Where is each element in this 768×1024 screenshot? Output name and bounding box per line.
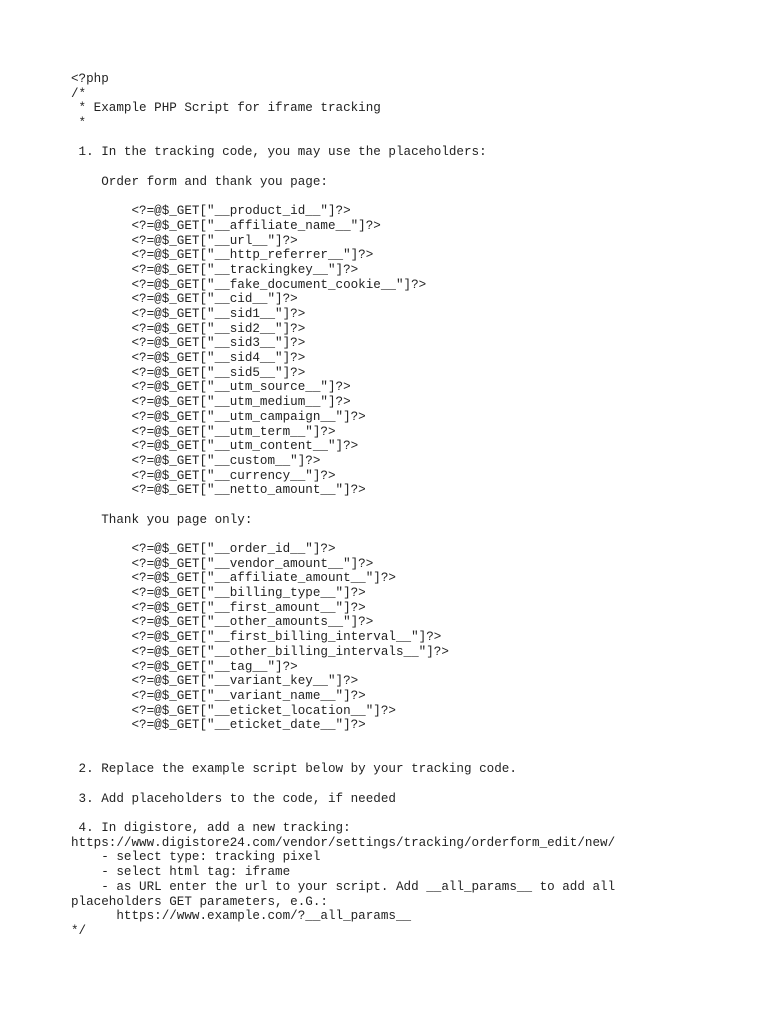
code-line: <?=@$_GET["__other_amounts__"]?> <box>71 615 374 630</box>
code-line: <?=@$_GET["__utm_content__"]?> <box>71 439 359 454</box>
code-line: <?=@$_GET["__variant_name__"]?> <box>71 688 366 703</box>
code-line: <?=@$_GET["__first_amount__"]?> <box>71 600 366 615</box>
code-line: <?=@$_GET["__other_billing_intervals__"]?> <box>71 644 449 659</box>
code-line: <?=@$_GET["__fake_document_cookie__"]?> <box>71 277 427 292</box>
code-line <box>71 190 761 205</box>
code-line <box>71 806 761 821</box>
code-line: <?=@$_GET["__order_id__"]?> <box>71 542 336 556</box>
code-line: <?=@$_GET["__sid4__"]?> <box>71 351 306 366</box>
code-line: <?=@$_GET["__eticket_location__"]?> <box>71 703 396 718</box>
code-line: 1. In the tracking code, you may use the placeholders: <box>71 145 487 160</box>
code-line: <?=@$_GET["__product_id__"]?> <box>71 204 351 219</box>
code-line: Thank you page only: <box>71 512 253 527</box>
code-line: <?=@$_GET["__netto_amount__"]?> <box>71 483 366 498</box>
code-line: <?=@$_GET["__affiliate_name__"]?> <box>71 218 381 233</box>
code-line: placeholders GET parameters, e.G.: <box>71 894 328 909</box>
code-line: <?=@$_GET["__eticket_date__"]?> <box>71 718 366 733</box>
code-line: <?=@$_GET["__vendor_amount__"]?> <box>71 556 374 571</box>
code-line <box>71 131 761 146</box>
code-line: 2. Replace the example script below by your tracking code. <box>71 762 517 777</box>
code-line: <?=@$_GET["__trackingkey__"]?> <box>71 262 359 277</box>
code-line <box>71 527 761 542</box>
code-line: <?=@$_GET["__sid3__"]?> <box>71 336 306 351</box>
code-line: <?=@$_GET["__utm_campaign__"]?> <box>71 409 366 424</box>
code-line: <?=@$_GET["__currency__"]?> <box>71 468 336 483</box>
code-line: <?=@$_GET["__utm_term__"]?> <box>71 424 336 439</box>
code-line: <?=@$_GET["__tag__"]?> <box>71 659 298 674</box>
code-line: <?=@$_GET["__sid5__"]?> <box>71 365 306 380</box>
code-line: <?php <box>71 72 109 86</box>
code-line: <?=@$_GET["__custom__"]?> <box>71 453 321 468</box>
code-line: Order form and thank you page: <box>71 174 328 189</box>
code-line: /* <box>71 86 87 101</box>
code-line <box>71 498 761 513</box>
code-line: <?=@$_GET["__utm_medium__"]?> <box>71 395 351 410</box>
code-line: <?=@$_GET["__url__"]?> <box>71 233 298 248</box>
code-line: * <box>71 116 87 131</box>
code-line <box>71 160 761 175</box>
code-line: 3. Add placeholders to the code, if needed <box>71 791 396 806</box>
code-line <box>71 777 761 792</box>
code-line: <?=@$_GET["__first_billing_interval__"]?> <box>71 630 442 645</box>
code-line: <?=@$_GET["__sid1__"]?> <box>71 307 306 321</box>
code-line: <?=@$_GET["__variant_key__"]?> <box>71 674 359 689</box>
code-line: <?=@$_GET["__utm_source__"]?> <box>71 380 351 395</box>
code-line: 4. In digistore, add a new tracking: <box>71 821 351 836</box>
code-line <box>71 748 761 763</box>
code-line: https://www.example.com/?__all_params__ <box>71 909 412 924</box>
code-line: <?=@$_GET["__cid__"]?> <box>71 292 298 307</box>
code-line: - as URL enter the url to your script. Add __all_params__ to add all <box>71 879 616 894</box>
code-line: <?=@$_GET["__billing_type__"]?> <box>71 586 366 601</box>
code-line: * Example PHP Script for iframe tracking <box>71 101 381 116</box>
code-line: https://www.digistore24.com/vendor/settings/tracking/orderform_edit/new/ <box>71 835 616 850</box>
code-line: <?=@$_GET["__sid2__"]?> <box>71 321 306 336</box>
code-line: - select html tag: iframe <box>71 865 291 880</box>
code-document <box>71 72 761 939</box>
code-line: <?=@$_GET["__http_referrer__"]?> <box>71 248 374 263</box>
code-line <box>71 733 761 748</box>
code-line: */ <box>71 923 87 938</box>
code-line: - select type: tracking pixel <box>71 850 321 865</box>
code-line: <?=@$_GET["__affiliate_amount__"]?> <box>71 571 396 586</box>
